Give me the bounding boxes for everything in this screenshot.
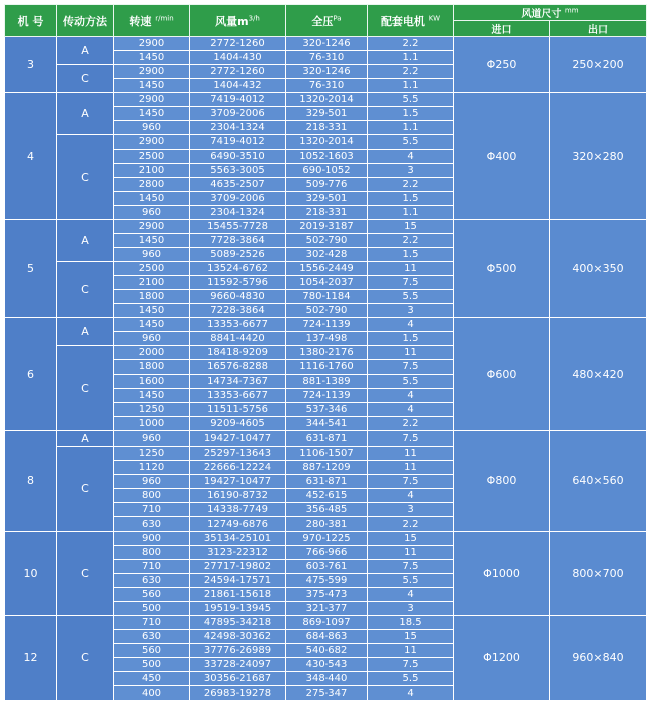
- model-cell: 4: [5, 93, 57, 220]
- speed-cell: 1450: [114, 233, 190, 247]
- inlet-cell: Φ600: [454, 318, 550, 431]
- header-model: 机 号: [5, 5, 57, 37]
- pressure-cell: 218-331: [286, 121, 368, 135]
- outlet-cell: 800×700: [550, 531, 647, 615]
- pressure-cell: 2019-3187: [286, 219, 368, 233]
- motor-cell: 3: [368, 304, 454, 318]
- table-row: [5, 430, 647, 446]
- motor-cell: 2.2: [368, 37, 454, 51]
- inlet-cell: Φ400: [454, 93, 550, 220]
- speed-cell: 960: [114, 121, 190, 135]
- pressure-cell: 502-790: [286, 233, 368, 247]
- motor-cell: 1.5: [368, 247, 454, 261]
- motor-cell: 7.5: [368, 360, 454, 374]
- motor-cell: 1.1: [368, 205, 454, 219]
- airflow-cell: 12749-6876: [190, 517, 286, 531]
- model-cell: 12: [5, 615, 57, 700]
- motor-cell: 2.2: [368, 517, 454, 531]
- airflow-cell: 7419-4012: [190, 135, 286, 149]
- pressure-cell: 1054-2037: [286, 276, 368, 290]
- speed-cell: 500: [114, 658, 190, 672]
- speed-cell: 2900: [114, 93, 190, 107]
- table-row: [5, 37, 647, 51]
- pressure-cell: 475-599: [286, 573, 368, 587]
- speed-cell: 960: [114, 205, 190, 219]
- drive-cell: C: [57, 135, 114, 219]
- airflow-cell: 6490-3510: [190, 149, 286, 163]
- table-row: [5, 318, 647, 332]
- outlet-cell: 480×420: [550, 318, 647, 431]
- speed-cell: 1800: [114, 290, 190, 304]
- pressure-cell: 1116-1760: [286, 360, 368, 374]
- pressure-cell: 766-966: [286, 545, 368, 559]
- pressure-cell: 76-310: [286, 51, 368, 65]
- speed-cell: 1000: [114, 416, 190, 430]
- motor-cell: 7.5: [368, 430, 454, 446]
- header-pressure: 全压$^{Pa}$: [286, 5, 368, 37]
- airflow-cell: 11511-5756: [190, 402, 286, 416]
- motor-cell: 11: [368, 461, 454, 475]
- pressure-cell: 329-501: [286, 191, 368, 205]
- speed-cell: 710: [114, 615, 190, 629]
- inlet-cell: Φ500: [454, 219, 550, 317]
- pressure-cell: 537-346: [286, 402, 368, 416]
- model-cell: 10: [5, 531, 57, 615]
- speed-cell: 960: [114, 430, 190, 446]
- motor-cell: 18.5: [368, 615, 454, 629]
- motor-cell: 4: [368, 489, 454, 503]
- inlet-cell: Φ800: [454, 430, 550, 531]
- speed-cell: 450: [114, 672, 190, 686]
- pressure-cell: 1556-2449: [286, 262, 368, 276]
- speed-cell: 960: [114, 247, 190, 261]
- model-cell: 8: [5, 430, 57, 531]
- pressure-cell: 321-377: [286, 601, 368, 615]
- speed-cell: 2000: [114, 346, 190, 360]
- airflow-cell: 8841-4420: [190, 332, 286, 346]
- drive-cell: A: [57, 430, 114, 446]
- pressure-cell: 275-347: [286, 686, 368, 701]
- pressure-cell: 509-776: [286, 177, 368, 191]
- speed-cell: 400: [114, 686, 190, 701]
- pressure-cell: 375-473: [286, 587, 368, 601]
- speed-cell: 1250: [114, 447, 190, 461]
- airflow-cell: 7228-3864: [190, 304, 286, 318]
- speed-cell: 500: [114, 601, 190, 615]
- drive-cell: C: [57, 346, 114, 430]
- airflow-cell: 16576-8288: [190, 360, 286, 374]
- motor-cell: 3: [368, 503, 454, 517]
- pressure-cell: 320-1246: [286, 37, 368, 51]
- speed-cell: 630: [114, 629, 190, 643]
- motor-cell: 1.5: [368, 107, 454, 121]
- pressure-cell: 690-1052: [286, 163, 368, 177]
- speed-cell: 2100: [114, 276, 190, 290]
- airflow-cell: 33728-24097: [190, 658, 286, 672]
- airflow-cell: 26983-19278: [190, 686, 286, 701]
- airflow-cell: 13353-6677: [190, 388, 286, 402]
- airflow-cell: 19519-13945: [190, 601, 286, 615]
- airflow-cell: 30356-21687: [190, 672, 286, 686]
- motor-cell: 5.5: [368, 93, 454, 107]
- airflow-cell: 11592-5796: [190, 276, 286, 290]
- drive-cell: A: [57, 219, 114, 261]
- table-row: [5, 93, 647, 107]
- speed-cell: 2900: [114, 37, 190, 51]
- fan-spec-table: [4, 4, 647, 701]
- airflow-cell: 7728-3864: [190, 233, 286, 247]
- airflow-cell: 13524-6762: [190, 262, 286, 276]
- airflow-cell: 2304-1324: [190, 121, 286, 135]
- motor-cell: 5.5: [368, 135, 454, 149]
- motor-cell: 7.5: [368, 276, 454, 290]
- motor-cell: 1.1: [368, 51, 454, 65]
- speed-cell: 710: [114, 503, 190, 517]
- speed-cell: 2900: [114, 219, 190, 233]
- airflow-cell: 3123-22312: [190, 545, 286, 559]
- header-outlet: 出口: [550, 21, 647, 37]
- speed-cell: 960: [114, 475, 190, 489]
- motor-cell: 4: [368, 388, 454, 402]
- airflow-cell: 1404-430: [190, 51, 286, 65]
- pressure-cell: 1052-1603: [286, 149, 368, 163]
- speed-cell: 960: [114, 332, 190, 346]
- motor-cell: 4: [368, 686, 454, 701]
- motor-cell: 15: [368, 219, 454, 233]
- airflow-cell: 13353-6677: [190, 318, 286, 332]
- speed-cell: 560: [114, 644, 190, 658]
- table-row: [5, 219, 647, 233]
- motor-cell: 1.5: [368, 191, 454, 205]
- header-airflow: 风量$m^{3/h}$: [190, 5, 286, 37]
- pressure-cell: 603-761: [286, 559, 368, 573]
- header-motor: 配套电机 $^{KW}$: [368, 5, 454, 37]
- speed-cell: 2900: [114, 65, 190, 79]
- airflow-cell: 3709-2006: [190, 107, 286, 121]
- pressure-cell: 780-1184: [286, 290, 368, 304]
- table-body: [5, 37, 647, 701]
- drive-cell: A: [57, 318, 114, 346]
- airflow-cell: 24594-17571: [190, 573, 286, 587]
- motor-cell: 7.5: [368, 475, 454, 489]
- airflow-cell: 9209-4605: [190, 416, 286, 430]
- header-drive: 传动方法: [57, 5, 114, 37]
- airflow-cell: 19427-10477: [190, 475, 286, 489]
- motor-cell: 11: [368, 262, 454, 276]
- airflow-cell: 2772-1260: [190, 37, 286, 51]
- model-cell: 3: [5, 37, 57, 93]
- motor-cell: 4: [368, 402, 454, 416]
- drive-cell: C: [57, 615, 114, 700]
- airflow-cell: 47895-34218: [190, 615, 286, 629]
- speed-cell: 1450: [114, 51, 190, 65]
- pressure-cell: 329-501: [286, 107, 368, 121]
- motor-cell: 1.1: [368, 79, 454, 93]
- pressure-cell: 970-1225: [286, 531, 368, 545]
- speed-cell: 630: [114, 573, 190, 587]
- outlet-cell: 960×840: [550, 615, 647, 700]
- pressure-cell: 76-310: [286, 79, 368, 93]
- inlet-cell: Φ250: [454, 37, 550, 93]
- speed-cell: 2100: [114, 163, 190, 177]
- airflow-cell: 3709-2006: [190, 191, 286, 205]
- speed-cell: 1450: [114, 388, 190, 402]
- model-cell: 6: [5, 318, 57, 431]
- speed-cell: 1450: [114, 304, 190, 318]
- inlet-cell: Φ1200: [454, 615, 550, 700]
- drive-cell: C: [57, 447, 114, 531]
- pressure-cell: 631-871: [286, 430, 368, 446]
- airflow-cell: 42498-30362: [190, 629, 286, 643]
- pressure-cell: 1320-2014: [286, 135, 368, 149]
- motor-cell: 7.5: [368, 658, 454, 672]
- speed-cell: 710: [114, 559, 190, 573]
- pressure-cell: 302-428: [286, 247, 368, 261]
- inlet-cell: Φ1000: [454, 531, 550, 615]
- motor-cell: 5.5: [368, 573, 454, 587]
- speed-cell: 1450: [114, 318, 190, 332]
- motor-cell: 11: [368, 545, 454, 559]
- pressure-cell: 430-543: [286, 658, 368, 672]
- motor-cell: 15: [368, 531, 454, 545]
- speed-cell: 2900: [114, 135, 190, 149]
- drive-cell: C: [57, 531, 114, 615]
- airflow-cell: 14338-7749: [190, 503, 286, 517]
- header-duct-size: 风道尺寸 $^{mm}$: [454, 5, 647, 21]
- airflow-cell: 16190-8732: [190, 489, 286, 503]
- pressure-cell: 356-485: [286, 503, 368, 517]
- airflow-cell: 37776-26989: [190, 644, 286, 658]
- speed-cell: 800: [114, 545, 190, 559]
- speed-cell: 1450: [114, 191, 190, 205]
- pressure-cell: 502-790: [286, 304, 368, 318]
- speed-cell: 2800: [114, 177, 190, 191]
- header-inlet: 进口: [454, 21, 550, 37]
- speed-cell: 1800: [114, 360, 190, 374]
- motor-cell: 11: [368, 644, 454, 658]
- airflow-cell: 9660-4830: [190, 290, 286, 304]
- airflow-cell: 27717-19802: [190, 559, 286, 573]
- speed-cell: 900: [114, 531, 190, 545]
- airflow-cell: 5089-2526: [190, 247, 286, 261]
- pressure-cell: 137-498: [286, 332, 368, 346]
- speed-cell: 1450: [114, 107, 190, 121]
- pressure-cell: 344-541: [286, 416, 368, 430]
- motor-cell: 3: [368, 163, 454, 177]
- speed-cell: 1250: [114, 402, 190, 416]
- airflow-cell: 4635-2507: [190, 177, 286, 191]
- motor-cell: 1.1: [368, 121, 454, 135]
- pressure-cell: 724-1139: [286, 318, 368, 332]
- airflow-cell: 14734-7367: [190, 374, 286, 388]
- pressure-cell: 631-871: [286, 475, 368, 489]
- motor-cell: 2.2: [368, 177, 454, 191]
- airflow-cell: 21861-15618: [190, 587, 286, 601]
- pressure-cell: 540-682: [286, 644, 368, 658]
- airflow-cell: 19427-10477: [190, 430, 286, 446]
- motor-cell: 2.2: [368, 416, 454, 430]
- motor-cell: 5.5: [368, 290, 454, 304]
- pressure-cell: 684-863: [286, 629, 368, 643]
- speed-cell: 560: [114, 587, 190, 601]
- pressure-cell: 887-1209: [286, 461, 368, 475]
- speed-cell: 2500: [114, 262, 190, 276]
- speed-cell: 2500: [114, 149, 190, 163]
- drive-cell: A: [57, 37, 114, 65]
- airflow-cell: 2304-1324: [190, 205, 286, 219]
- drive-cell: C: [57, 65, 114, 93]
- motor-cell: 4: [368, 318, 454, 332]
- airflow-cell: 25297-13643: [190, 447, 286, 461]
- outlet-cell: 640×560: [550, 430, 647, 531]
- pressure-cell: 1380-2176: [286, 346, 368, 360]
- motor-cell: 2.2: [368, 233, 454, 247]
- motor-cell: 11: [368, 346, 454, 360]
- motor-cell: 11: [368, 447, 454, 461]
- pressure-cell: 1320-2014: [286, 93, 368, 107]
- outlet-cell: 320×280: [550, 93, 647, 220]
- motor-cell: 1.5: [368, 332, 454, 346]
- speed-cell: 1120: [114, 461, 190, 475]
- model-cell: 5: [5, 219, 57, 317]
- pressure-cell: 452-615: [286, 489, 368, 503]
- table-row: [5, 531, 647, 545]
- table-row: [5, 615, 647, 629]
- pressure-cell: 218-331: [286, 205, 368, 219]
- airflow-cell: 15455-7728: [190, 219, 286, 233]
- motor-cell: 4: [368, 149, 454, 163]
- pressure-cell: 881-1389: [286, 374, 368, 388]
- speed-cell: 1450: [114, 79, 190, 93]
- pressure-cell: 280-381: [286, 517, 368, 531]
- outlet-cell: 250×200: [550, 37, 647, 93]
- pressure-cell: 320-1246: [286, 65, 368, 79]
- airflow-cell: 35134-25101: [190, 531, 286, 545]
- drive-cell: C: [57, 262, 114, 318]
- speed-cell: 800: [114, 489, 190, 503]
- airflow-cell: 7419-4012: [190, 93, 286, 107]
- motor-cell: 7.5: [368, 559, 454, 573]
- motor-cell: 4: [368, 587, 454, 601]
- motor-cell: 5.5: [368, 374, 454, 388]
- airflow-cell: 5563-3005: [190, 163, 286, 177]
- pressure-cell: 869-1097: [286, 615, 368, 629]
- speed-cell: 1600: [114, 374, 190, 388]
- airflow-cell: 22666-12224: [190, 461, 286, 475]
- motor-cell: 15: [368, 629, 454, 643]
- pressure-cell: 348-440: [286, 672, 368, 686]
- motor-cell: 5.5: [368, 672, 454, 686]
- drive-cell: A: [57, 93, 114, 135]
- motor-cell: 3: [368, 601, 454, 615]
- speed-cell: 630: [114, 517, 190, 531]
- motor-cell: 2.2: [368, 65, 454, 79]
- pressure-cell: 724-1139: [286, 388, 368, 402]
- header-speed: 转速 $^{r/min}$: [114, 5, 190, 37]
- airflow-cell: 1404-432: [190, 79, 286, 93]
- outlet-cell: 400×350: [550, 219, 647, 317]
- airflow-cell: 2772-1260: [190, 65, 286, 79]
- pressure-cell: 1106-1507: [286, 447, 368, 461]
- airflow-cell: 18418-9209: [190, 346, 286, 360]
